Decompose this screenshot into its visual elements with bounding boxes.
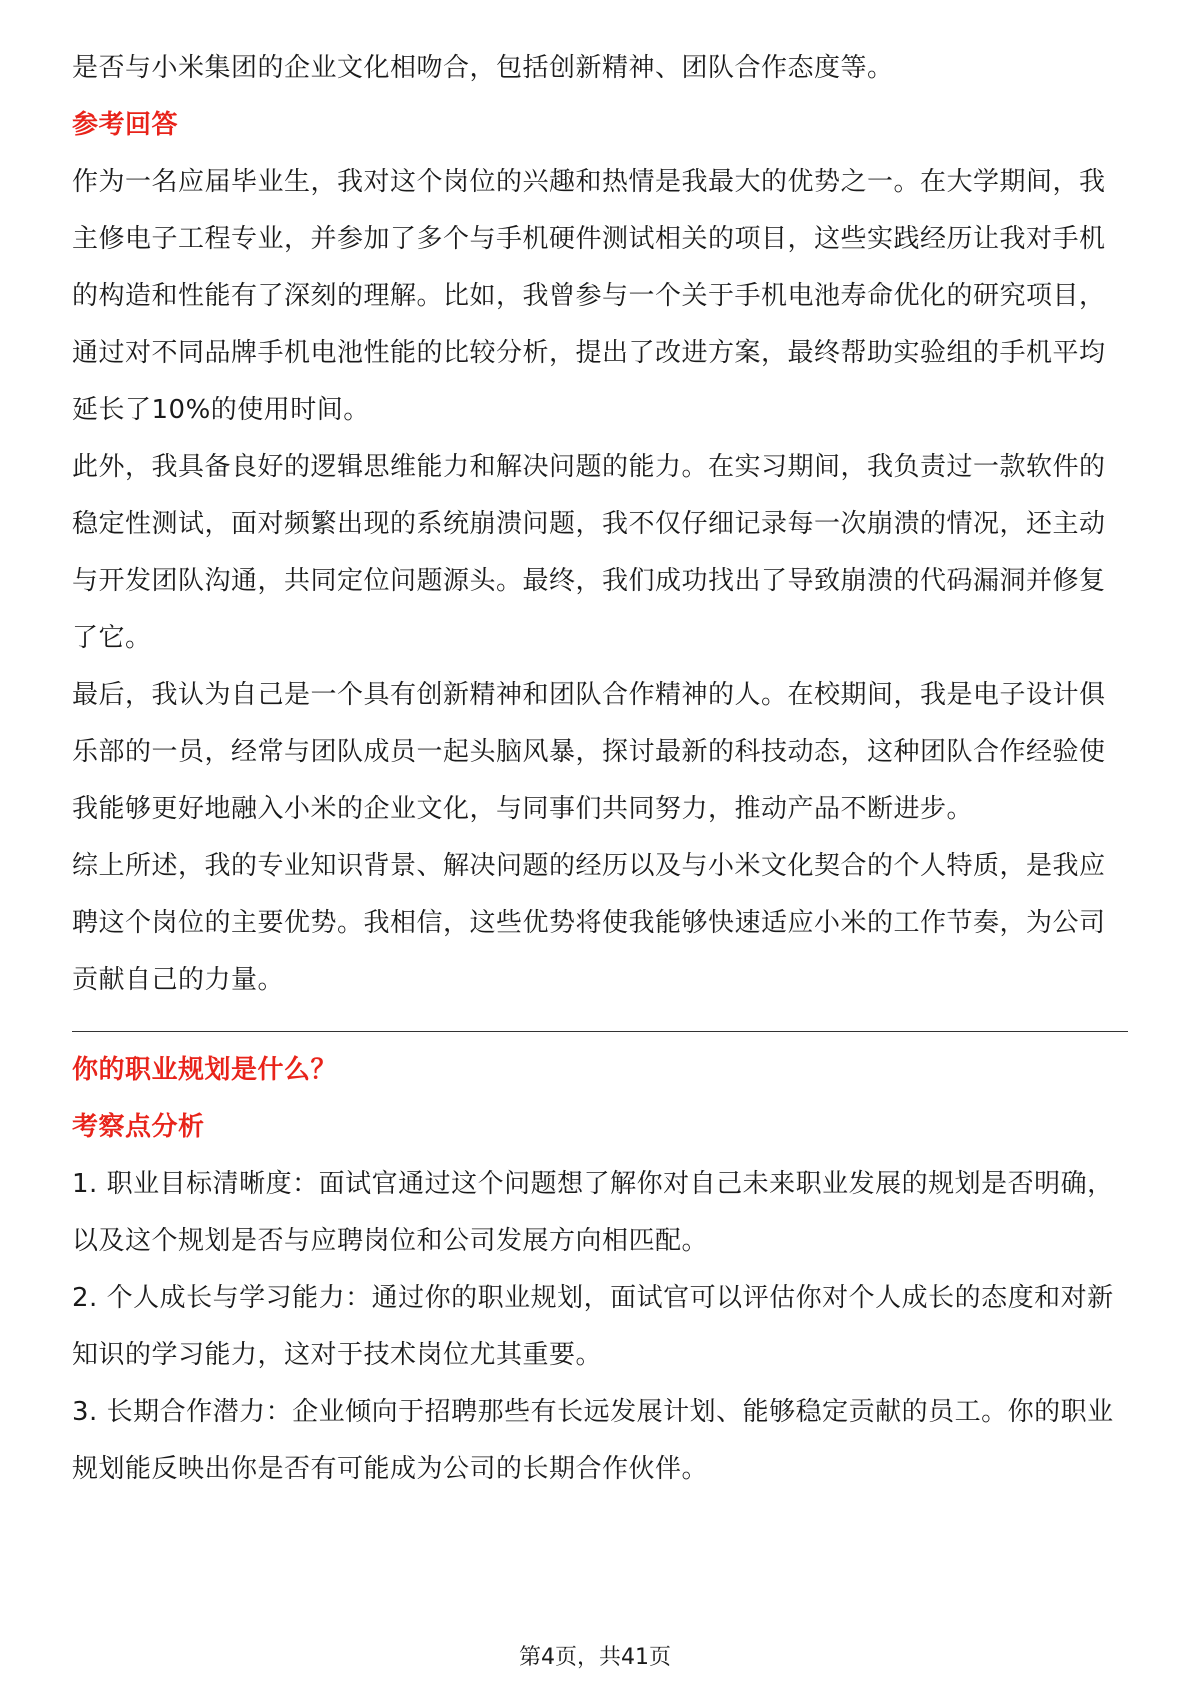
intro-line: 是否与小米集团的企业文化相吻合，包括创新精神、团队合作态度等。: [72, 53, 894, 83]
analysis-point: 2. 个人成长与学习能力：通过你的职业规划，面试官可以评估你对个人成长的态度和对新知识的学习能力，这对于技术岗位尤其重要。: [72, 1283, 1114, 1370]
analysis-heading: 考察点分析: [72, 1112, 205, 1142]
question-heading: 你的职业规划是什么？: [72, 1055, 338, 1085]
answer-paragraph: 最后，我认为自己是一个具有创新精神和团队合作精神的人。在校期间，我是电子设计俱乐部的一员，经常与团队成员一起头脑风暴，探讨最新的科技动态，这种团队合作经验使我能够更好地融入小米的企业文化，与同事们共同努力，推动产品不断进步。: [72, 680, 1106, 824]
analysis-point: 3. 长期合作潜力：企业倾向于招聘那些有长远发展计划、能够稳定贡献的员工。你的职业规划能反映出你是否有可能成为公司的长期合作伙伴。: [72, 1397, 1114, 1484]
section-divider: [72, 1031, 1128, 1032]
answer-paragraph: 作为一名应届毕业生，我对这个岗位的兴趣和热情是我最大的优势之一。在大学期间，我主修电子工程专业，并参加了多个与手机硬件测试相关的项目，这些实践经历让我对手机的构造和性能有了深刻的理解。比如，我曾参与一个关于手机电池寿命优化的研究项目，通过对不同品牌手机电池性能的比较分析，提出了改进方案，最终帮助实验组的手机平均延长了10%的使用时间。: [72, 167, 1106, 425]
analysis-point: 1. 职业目标清晰度：面试官通过这个问题想了解你对自己未来职业发展的规划是否明确，以及这个规划是否与应聘岗位和公司发展方向相匹配。: [72, 1169, 1114, 1256]
document-body: [72, 40, 1128, 1498]
answer-paragraph: 此外，我具备良好的逻辑思维能力和解决问题的能力。在实习期间，我负责过一款软件的稳定性测试，面对频繁出现的系统崩溃问题，我不仅仔细记录每一次崩溃的情况，还主动与开发团队沟通，共同定位问题源头。最终，我们成功找出了导致崩溃的代码漏洞并修复了它。: [72, 452, 1106, 653]
answer-paragraph: 综上所述，我的专业知识背景、解决问题的经历以及与小米文化契合的个人特质，是我应聘这个岗位的主要优势。我相信，这些优势将使我能够快速适应小米的工作节奏，为公司贡献自己的力量。: [72, 851, 1106, 995]
page-number-footer: 第4页，共41页: [519, 1645, 671, 1670]
reference-answer-heading: 参考回答: [72, 110, 179, 140]
